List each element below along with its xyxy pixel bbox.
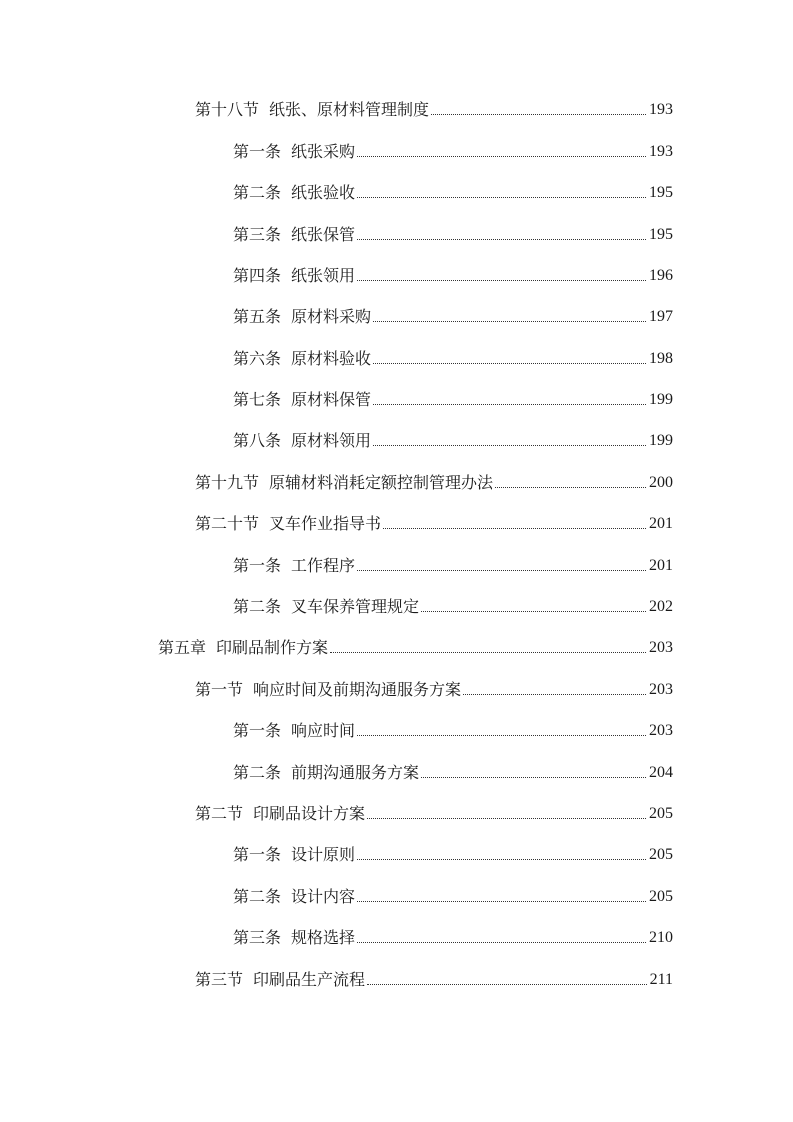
toc-entry-number: 第二条 [233,597,282,616]
toc-entry-title: 印刷品设计方案 [253,804,366,823]
toc-entry-page: 198 [649,350,673,367]
toc-entry-page: 203 [649,681,673,698]
toc-entry-page: 202 [649,598,673,615]
dot-leader [421,610,646,612]
toc-entry-title: 响应时间 [291,721,356,740]
toc-entry-page: 196 [649,267,673,284]
toc-entry-title: 纸张保管 [291,225,356,244]
dot-leader [357,900,646,902]
toc-entry-page: 193 [649,101,673,118]
toc-entry-page: 205 [649,805,673,822]
toc-entry-number: 第二条 [233,183,282,202]
dot-leader [383,527,646,529]
toc-entry-page: 195 [649,226,673,243]
dot-leader [421,776,646,778]
dot-leader [463,693,646,695]
toc-entry-title: 设计内容 [291,887,356,906]
toc-entry-page: 200 [649,474,673,491]
toc-entry[interactable] [195,511,673,535]
toc-entry[interactable] [195,97,673,121]
toc-entry-number: 第十九节 [195,473,260,492]
toc-entry-title: 印刷品制作方案 [216,638,329,657]
dot-leader [357,155,646,157]
dot-leader [357,279,646,281]
dot-leader [495,486,646,488]
toc-entry-number: 第六条 [233,349,282,368]
toc-entry-page: 204 [649,764,673,781]
toc-entry-title: 纸张采购 [291,142,356,161]
toc-entry[interactable] [233,553,673,577]
toc-entry-page: 197 [649,308,673,325]
toc-entry-number: 第三条 [233,928,282,947]
dot-leader [373,362,646,364]
toc-entry-number: 第十八节 [195,100,260,119]
dot-leader [357,941,646,943]
toc-entry-page: 211 [649,971,673,988]
toc-entry-number: 第一条 [233,142,282,161]
toc-entry-chapter[interactable] [158,635,673,659]
dot-leader [367,983,647,985]
dot-leader [367,817,646,819]
toc-entry-number: 第二条 [233,887,282,906]
toc-entry[interactable] [233,180,673,204]
toc-entry-number: 第五章 [158,638,207,657]
toc-entry[interactable] [195,967,673,991]
toc-entry-number: 第一节 [195,680,244,699]
dot-leader [357,734,646,736]
toc-entry-number: 第三条 [233,225,282,244]
toc-entry-page: 201 [649,515,673,532]
toc-entry[interactable] [195,470,673,494]
toc-entry[interactable] [233,304,673,328]
toc-entry-number: 第四条 [233,266,282,285]
toc-entry[interactable] [233,718,673,742]
toc-entry-number: 第八条 [233,431,282,450]
toc-entry[interactable] [233,263,673,287]
toc-entry-title: 纸张验收 [291,183,356,202]
toc-entry-number: 第一条 [233,845,282,864]
dot-leader [357,569,646,571]
toc-entry[interactable] [233,760,673,784]
toc-entry[interactable] [233,842,673,866]
dot-leader [373,403,646,405]
toc-entry-title: 响应时间及前期沟通服务方案 [253,680,462,699]
toc-entry-title: 叉车保养管理规定 [291,597,420,616]
toc-entry-number: 第二节 [195,804,244,823]
toc-entry[interactable] [233,346,673,370]
toc-entry[interactable] [233,594,673,618]
toc-entry-title: 设计原则 [291,845,356,864]
toc-entry-page: 193 [649,143,673,160]
toc-entry-title: 前期沟通服务方案 [291,763,420,782]
toc-entry-title: 原材料保管 [291,390,372,409]
toc-entry-number: 第二十节 [195,514,260,533]
toc-entry-title: 原辅材料消耗定额控制管理办法 [269,473,494,492]
toc-entry-title: 纸张领用 [291,266,356,285]
toc-entry-page: 210 [649,929,673,946]
toc-entry-title: 原材料采购 [291,307,372,326]
dot-leader [330,651,646,653]
toc-entry[interactable] [233,884,673,908]
toc-entry-page: 205 [649,888,673,905]
toc-entry-number: 第五条 [233,307,282,326]
toc-entry-title: 工作程序 [291,556,356,575]
dot-leader [373,444,646,446]
toc-entry-title: 叉车作业指导书 [269,514,382,533]
toc-entry-page: 203 [649,639,673,656]
dot-leader [357,196,646,198]
toc-entry-page: 199 [649,432,673,449]
toc-entry-title: 纸张、原材料管理制度 [269,100,430,119]
toc-entry[interactable] [233,925,673,949]
toc-entry-number: 第二条 [233,763,282,782]
toc-entry[interactable] [233,139,673,163]
dot-leader [431,113,646,115]
toc-entry-title: 原材料领用 [291,431,372,450]
toc-entry[interactable] [195,801,673,825]
toc-entry-number: 第七条 [233,390,282,409]
toc-entry-title: 印刷品生产流程 [253,970,366,989]
dot-leader [357,858,646,860]
toc-entry-title: 原材料验收 [291,349,372,368]
toc-entry[interactable] [233,387,673,411]
dot-leader [373,320,646,322]
toc-entry-number: 第三节 [195,970,244,989]
toc-entry[interactable] [233,428,673,452]
toc-entry-number: 第一条 [233,556,282,575]
toc-entry-page: 199 [649,391,673,408]
toc-entry-page: 201 [649,557,673,574]
toc-entry-number: 第一条 [233,721,282,740]
toc-entry-page: 205 [649,846,673,863]
dot-leader [357,238,646,240]
toc-entry-title: 规格选择 [291,928,356,947]
toc-entry[interactable] [233,222,673,246]
toc-entry-page: 203 [649,722,673,739]
toc-entry-page: 195 [649,184,673,201]
toc-entry[interactable] [195,677,673,701]
